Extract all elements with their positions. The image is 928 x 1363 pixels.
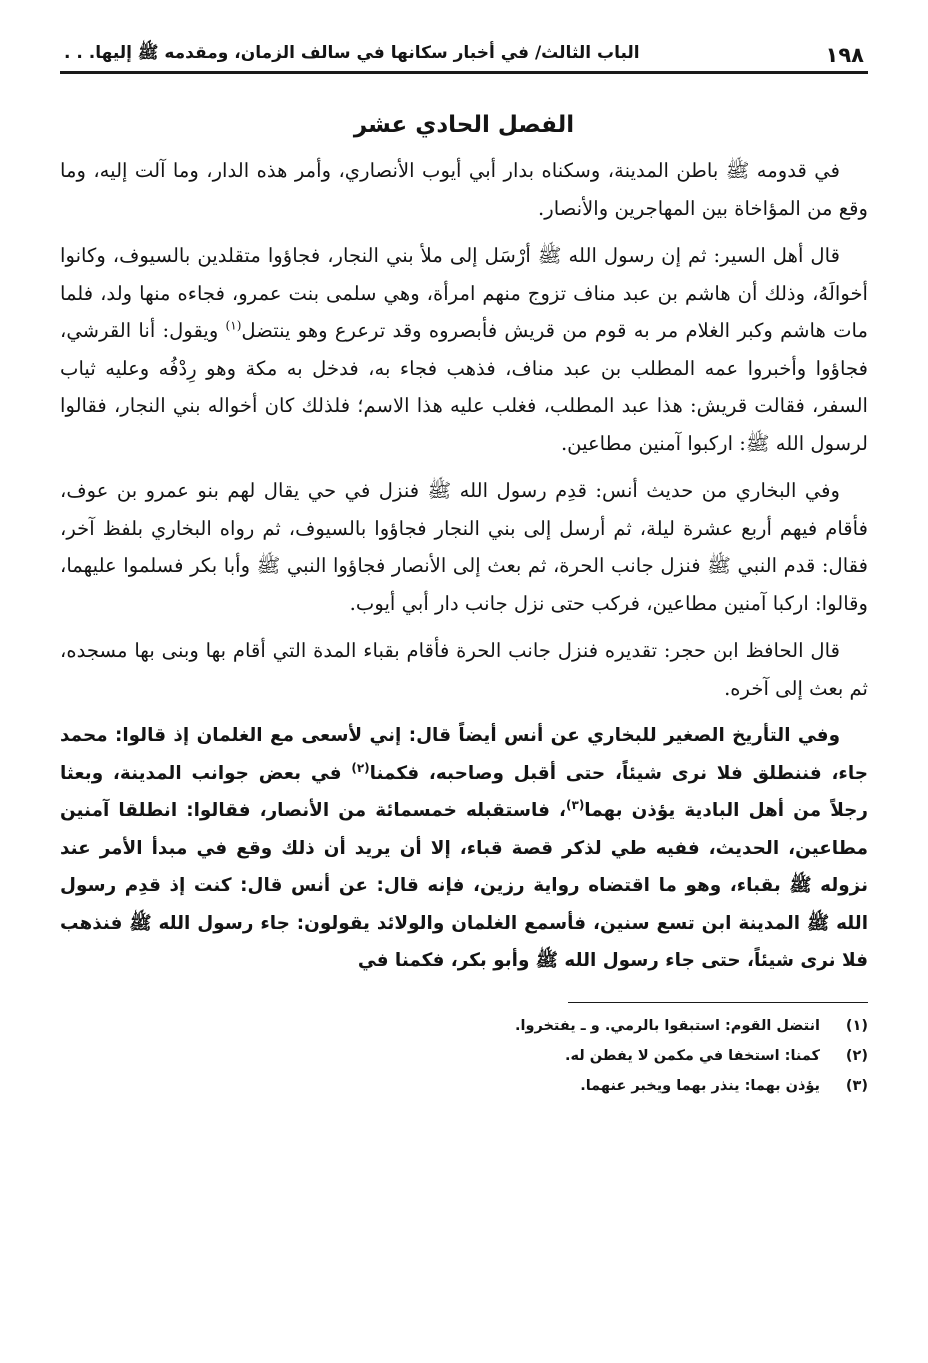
footnote-text: انتضل القوم: استبقوا بالرمي. و ـ يفتخروا. [514,1017,820,1034]
footnote-marker-3: (٣) [566,797,585,812]
paragraph-ahl-alsiyar [60,237,868,462]
footnote-item [60,1041,868,1071]
footnote-marker-1: (١) [225,318,242,333]
page-number: ١٩٨ [825,43,864,67]
footnote-marker-2: (٢) [351,760,370,775]
footnote-text: يؤذن بهما: ينذر بهما ويخبر عنهما. [580,1077,820,1094]
paragraph-bukhari [60,472,868,622]
paragraph-text-after: ، فاستقبله خمسمائة من الأنصار، فقالوا: انطلقا آمنين مطاعين، الحديث، ففيه طي لذكر قصة قباء، إلا أن يريد أن ذلك وقع في مبدأ الأمر عند نزوله ﷺ بقباء، وهو ما اقتضاه رواية رزين، فإنه قال: عن أنس قال: كنت إذ قدِم رسول الله ﷺ المدينة ابن تسع سنين، فأسمع الغلمان والولائد يقولون: جاء رسول الله ﷺ فنذهب فلا نرى شيئاً، حتى جاء رسول الله ﷺ وأبو بكر، فكمنا في [60,800,868,971]
footnote-number: (٣) [845,1077,868,1094]
paragraph-text-before: قال أهل السير: ثم إن رسول الله ﷺ أرْسَل إلى ملأ بني النجار، فجاؤوا متقلدين بالسيوف، وكانوا أخوالَهُ، وذلك أن هاشم بن عبد مناف تزوج منهم امرأة، وهي سلمى بنت عمرو، فجاءه منها ولد، فلما مات هاشم وكبر الغلام مر به قوم من قريش فأبصروه وقد ترعرع وهو ينتضل [60,244,868,342]
footnote-item [60,1071,868,1101]
paragraph-text: قال الحافظ ابن حجر: تقديره فنزل جانب الحرة فأقام بقباء المدة التي أقام بها وبنى بها مسجده، ثم بعث إلى آخره. [60,639,868,700]
footnote-divider [568,1002,868,1003]
paragraph-ibn-hajar [60,632,868,707]
paragraph-text-before: وفي التأريخ الصغير للبخاري عن أنس أيضاً قال: إني لأسعى مع الغلمان إذ قالوا: محمد جاء، فننطلق فلا نرى شيئاً، حتى أقبل وصاحبه، فكمنا [60,725,868,784]
footnote-text: كمنا: استخفا في مكمن لا يفطن له. [564,1047,820,1064]
footnotes [60,994,868,1101]
running-title: الباب الثالث/ في أخبار سكانها في سالف الزمان، ومقدمه ﷺ إليها. . . [64,43,640,63]
paragraph-tarikh-saghir [60,717,868,980]
paragraph-text: وفي البخاري من حديث أنس: قدِم رسول الله ﷺ فنزل في حي يقال لهم بنو عمرو بن عوف، فأقام فيهم أربع عشرة ليلة، ثم أرسل إلى بني النجار فجاؤوا بالسيوف، ثم رواه البخاري بلفظ آخر، فقال: قدم النبي ﷺ فنزل جانب الحرة، ثم بعث إلى الأنصار فجاؤوا النبي ﷺ وأبا بكر فسلموا عليهما، وقالوا: اركبا آمنين مطاعين، فركب حتى نزل جانب دار أبي أيوب. [60,479,868,615]
body-text [60,152,868,980]
chapter-title: الفصل الحادي عشر [353,112,575,138]
paragraph-text-middle: في بعض جوانب المدينة، وبعثا رجلاً من أهل البادية يؤذن بهما [60,762,868,821]
paragraph-text-after: ويقول: أنا القرشي، فجاؤوا وأخبروا عمه المطلب بن عبد مناف، فذهب فجاء به، فدخل به مكة وهو رِدْفُه وعليه ثياب السفر، فقالت قريش: هذا عبد المطلب، فغلب عليه هذا الاسم؛ فلذلك كان أخواله بني النجار، فقالوا لرسول الله ﷺ: اركبوا آمنين مطاعين. [60,319,868,455]
running-header [60,34,868,74]
paragraph-intro [60,152,868,227]
footnote-number: (١) [845,1017,868,1034]
footnote-number: (٢) [845,1047,868,1064]
footnote-item [60,1011,868,1041]
book-page [60,34,868,1101]
paragraph-text: في قدومه ﷺ باطن المدينة، وسكناه بدار أبي أيوب الأنصاري، وأمر هذه الدار، وما آلت إليه، وما وقع من المؤاخاة بين المهاجرين والأنصار. [60,159,868,220]
